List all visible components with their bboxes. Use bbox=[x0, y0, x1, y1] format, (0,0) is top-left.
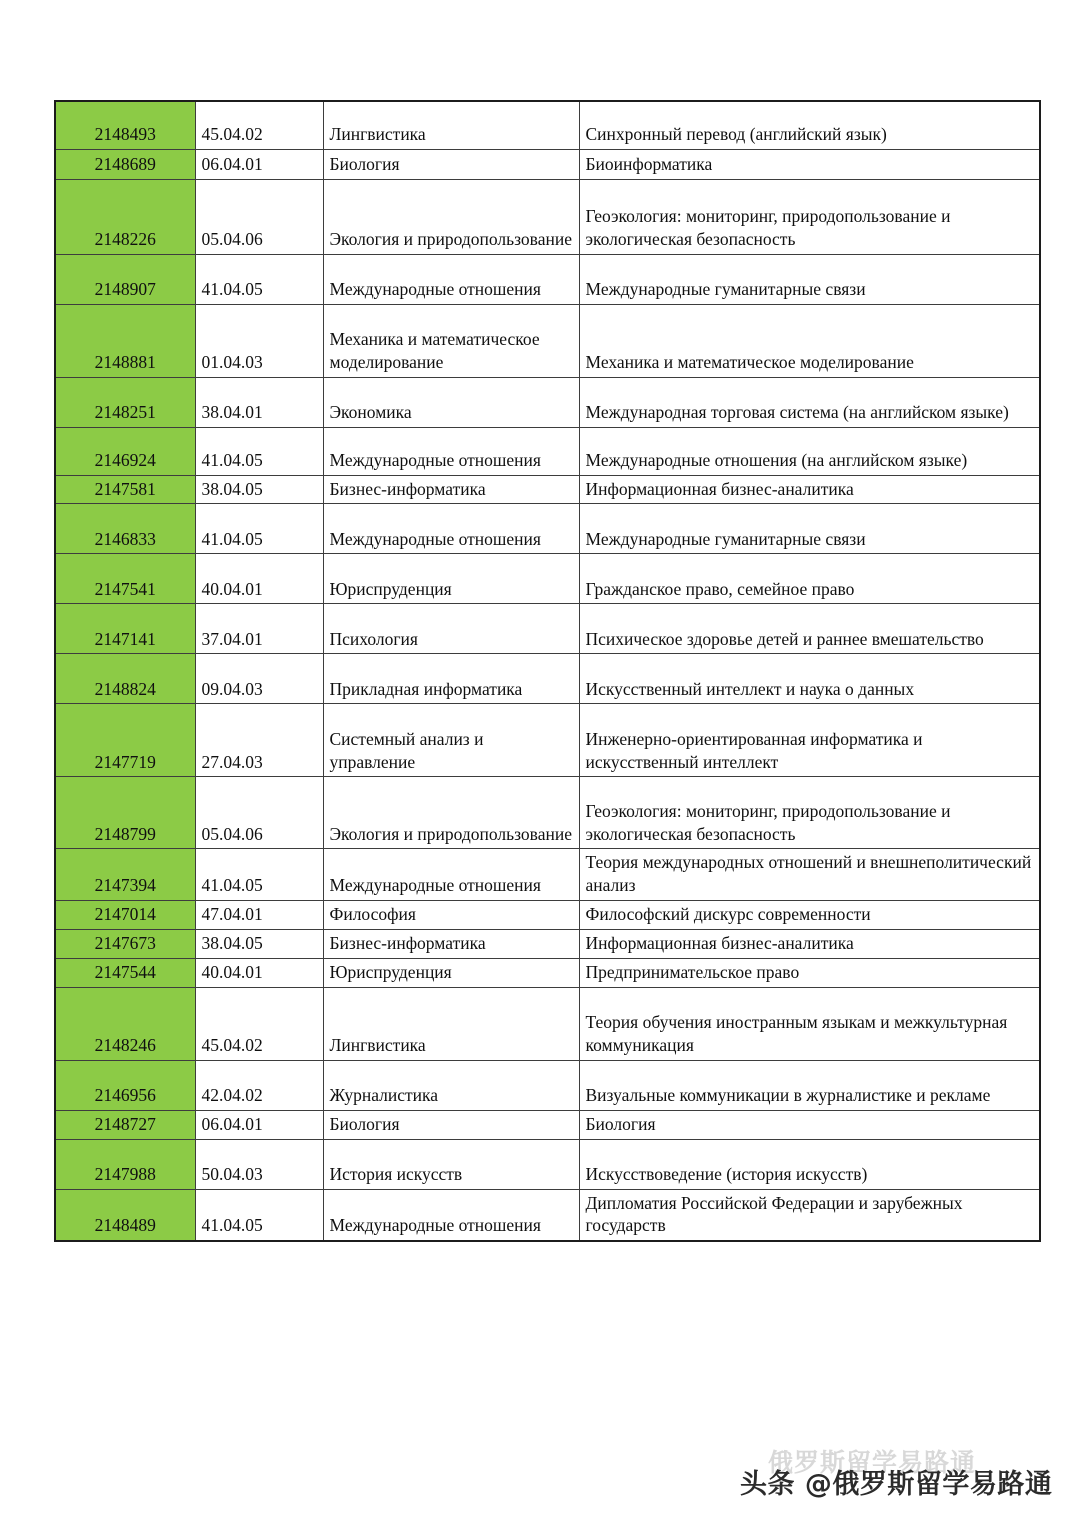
cell-profile-name: Механика и математическое моделирование bbox=[579, 304, 1040, 377]
cell-application-id: 2148226 bbox=[55, 179, 195, 254]
cell-application-id: 2146924 bbox=[55, 427, 195, 475]
table-row bbox=[55, 1060, 1040, 1110]
cell-application-id: 2148824 bbox=[55, 654, 195, 704]
cell-profile-name: Искусствоведение (история искусств) bbox=[579, 1139, 1040, 1189]
cell-application-id: 2148881 bbox=[55, 304, 195, 377]
cell-program-name: Юриспруденция bbox=[323, 554, 579, 604]
cell-program-code: 41.04.05 bbox=[195, 1189, 323, 1241]
cell-program-name: Психология bbox=[323, 604, 579, 654]
cell-profile-name: Геоэкология: мониторинг, природопользование и экологическая безопасность bbox=[579, 179, 1040, 254]
cell-program-code: 27.04.03 bbox=[195, 704, 323, 777]
table-row bbox=[55, 900, 1040, 929]
cell-program-name: Лингвистика bbox=[323, 101, 579, 149]
cell-application-id: 2147544 bbox=[55, 958, 195, 987]
table-row bbox=[55, 504, 1040, 554]
cell-profile-name: Международные гуманитарные связи bbox=[579, 504, 1040, 554]
cell-program-code: 50.04.03 bbox=[195, 1139, 323, 1189]
cell-application-id: 2148799 bbox=[55, 777, 195, 849]
cell-profile-name: Философский дискурс современности bbox=[579, 900, 1040, 929]
cell-profile-name: Теория международных отношений и внешнеполитический анализ bbox=[579, 849, 1040, 901]
cell-profile-name: Информационная бизнес-аналитика bbox=[579, 929, 1040, 958]
cell-program-name: Системный анализ и управление bbox=[323, 704, 579, 777]
table-row bbox=[55, 654, 1040, 704]
cell-application-id: 2148727 bbox=[55, 1110, 195, 1139]
cell-program-name: Экология и природопользование bbox=[323, 179, 579, 254]
cell-profile-name: Биоинформатика bbox=[579, 149, 1040, 179]
cell-program-code: 05.04.06 bbox=[195, 179, 323, 254]
cell-profile-name: Дипломатия Российской Федерации и зарубежных государств bbox=[579, 1189, 1040, 1241]
cell-program-code: 38.04.01 bbox=[195, 377, 323, 427]
cell-program-name: Экономика bbox=[323, 377, 579, 427]
cell-application-id: 2148489 bbox=[55, 1189, 195, 1241]
cell-profile-name: Биология bbox=[579, 1110, 1040, 1139]
cell-program-code: 41.04.05 bbox=[195, 504, 323, 554]
cell-program-code: 40.04.01 bbox=[195, 554, 323, 604]
cell-program-name: Бизнес-информатика bbox=[323, 475, 579, 504]
cell-program-code: 01.04.03 bbox=[195, 304, 323, 377]
cell-program-name: История искусств bbox=[323, 1139, 579, 1189]
cell-program-code: 41.04.05 bbox=[195, 427, 323, 475]
watermark: 头条 @俄罗斯留学易路通 bbox=[740, 1469, 1053, 1500]
cell-program-name: Лингвистика bbox=[323, 987, 579, 1060]
table-row bbox=[55, 987, 1040, 1060]
table-row bbox=[55, 179, 1040, 254]
cell-program-name: Экология и природопользование bbox=[323, 777, 579, 849]
cell-profile-name: Синхронный перевод (английский язык) bbox=[579, 101, 1040, 149]
cell-application-id: 2147014 bbox=[55, 900, 195, 929]
cell-application-id: 2147394 bbox=[55, 849, 195, 901]
cell-application-id: 2146956 bbox=[55, 1060, 195, 1110]
cell-program-name: Механика и математическое моделирование bbox=[323, 304, 579, 377]
cell-application-id: 2148907 bbox=[55, 254, 195, 304]
cell-application-id: 2146833 bbox=[55, 504, 195, 554]
cell-program-code: 41.04.05 bbox=[195, 254, 323, 304]
cell-program-code: 06.04.01 bbox=[195, 149, 323, 179]
programs-table-container bbox=[54, 100, 1039, 1242]
cell-program-code: 47.04.01 bbox=[195, 900, 323, 929]
cell-application-id: 2147719 bbox=[55, 704, 195, 777]
table-row bbox=[55, 929, 1040, 958]
cell-program-code: 38.04.05 bbox=[195, 475, 323, 504]
table-row bbox=[55, 1139, 1040, 1189]
cell-program-code: 45.04.02 bbox=[195, 101, 323, 149]
table-row bbox=[55, 704, 1040, 777]
table-row bbox=[55, 254, 1040, 304]
cell-application-id: 2147541 bbox=[55, 554, 195, 604]
cell-program-code: 40.04.01 bbox=[195, 958, 323, 987]
cell-program-code: 05.04.06 bbox=[195, 777, 323, 849]
cell-application-id: 2147988 bbox=[55, 1139, 195, 1189]
cell-profile-name: Визуальные коммуникации в журналистике и рекламе bbox=[579, 1060, 1040, 1110]
table-row bbox=[55, 304, 1040, 377]
cell-profile-name: Международная торговая система (на английском языке) bbox=[579, 377, 1040, 427]
table-row bbox=[55, 1110, 1040, 1139]
table-row bbox=[55, 377, 1040, 427]
cell-program-name: Международные отношения bbox=[323, 1189, 579, 1241]
cell-profile-name: Психическое здоровье детей и раннее вмешательство bbox=[579, 604, 1040, 654]
cell-program-name: Биология bbox=[323, 1110, 579, 1139]
table-row bbox=[55, 101, 1040, 149]
cell-profile-name: Инженерно-ориентированная информатика и искусственный интеллект bbox=[579, 704, 1040, 777]
cell-application-id: 2147141 bbox=[55, 604, 195, 654]
cell-program-name: Юриспруденция bbox=[323, 958, 579, 987]
cell-application-id: 2147581 bbox=[55, 475, 195, 504]
cell-profile-name: Гражданское право, семейное право bbox=[579, 554, 1040, 604]
cell-program-name: Международные отношения bbox=[323, 254, 579, 304]
cell-profile-name: Геоэкология: мониторинг, природопользование и экологическая безопасность bbox=[579, 777, 1040, 849]
table-row bbox=[55, 1189, 1040, 1241]
watermark-ghost: 俄罗斯留学易路通 bbox=[768, 1448, 977, 1477]
cell-program-name: Бизнес-информатика bbox=[323, 929, 579, 958]
cell-application-id: 2148246 bbox=[55, 987, 195, 1060]
cell-program-name: Прикладная информатика bbox=[323, 654, 579, 704]
cell-profile-name: Международные гуманитарные связи bbox=[579, 254, 1040, 304]
cell-program-name: Биология bbox=[323, 149, 579, 179]
cell-profile-name: Теория обучения иностранным языкам и межкультурная коммуникация bbox=[579, 987, 1040, 1060]
cell-program-name: Философия bbox=[323, 900, 579, 929]
cell-application-id: 2148493 bbox=[55, 101, 195, 149]
cell-program-code: 42.04.02 bbox=[195, 1060, 323, 1110]
table-row bbox=[55, 777, 1040, 849]
cell-program-name: Международные отношения bbox=[323, 849, 579, 901]
cell-program-code: 06.04.01 bbox=[195, 1110, 323, 1139]
cell-program-name: Журналистика bbox=[323, 1060, 579, 1110]
cell-profile-name: Международные отношения (на английском языке) bbox=[579, 427, 1040, 475]
cell-program-code: 37.04.01 bbox=[195, 604, 323, 654]
table-row bbox=[55, 149, 1040, 179]
cell-profile-name: Информационная бизнес-аналитика bbox=[579, 475, 1040, 504]
cell-profile-name: Искусственный интеллект и наука о данных bbox=[579, 654, 1040, 704]
programs-table bbox=[54, 100, 1041, 1242]
table-row bbox=[55, 475, 1040, 504]
table-row bbox=[55, 849, 1040, 901]
cell-application-id: 2148251 bbox=[55, 377, 195, 427]
cell-program-name: Международные отношения bbox=[323, 427, 579, 475]
table-row bbox=[55, 554, 1040, 604]
cell-application-id: 2148689 bbox=[55, 149, 195, 179]
cell-program-code: 45.04.02 bbox=[195, 987, 323, 1060]
table-row bbox=[55, 604, 1040, 654]
cell-program-name: Международные отношения bbox=[323, 504, 579, 554]
cell-program-code: 09.04.03 bbox=[195, 654, 323, 704]
cell-application-id: 2147673 bbox=[55, 929, 195, 958]
cell-program-code: 38.04.05 bbox=[195, 929, 323, 958]
table-row bbox=[55, 427, 1040, 475]
cell-profile-name: Предпринимательское право bbox=[579, 958, 1040, 987]
cell-program-code: 41.04.05 bbox=[195, 849, 323, 901]
table-row bbox=[55, 958, 1040, 987]
programs-table-body bbox=[55, 101, 1040, 1241]
